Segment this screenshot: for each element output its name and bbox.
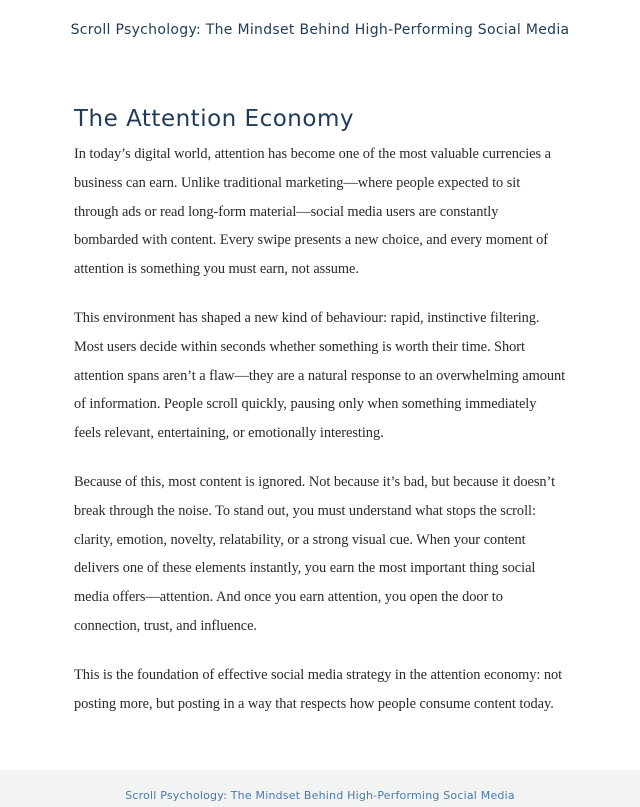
- body-paragraph: This is the foundation of effective social media strategy in the attention economy: not posting more, but posting in a way that respects how people consume content today.: [74, 666, 563, 712]
- running-footer: Scroll Psychology: The Mindset Behind High-Performing Social Media: [125, 789, 515, 802]
- running-header: Scroll Psychology: The Mindset Behind High-Performing Social Media: [70, 22, 570, 38]
- body-paragraph: Because of this, most content is ignored. Not because it’s bad, but because it doesn’t break through the noise. To stand out, you must understand what stops the scroll: clarity, emotion, novelty, relatability, or a strong visual cue. When your content delivers one of these elements instantly, you earn the most important thing social media offers—attention. And once you earn attention, you open the door to connection, trust, and influence.: [74, 473, 556, 634]
- body-paragraph: In today’s digital world, attention has become one of the most valuable currencies a business can earn. Unlike traditional marketing—where people expected to sit through ads or read long-form material—social media users are constantly bombarded with content. Every swipe presents a new choice, and every moment of attention is something you must earn, not assume.: [74, 146, 551, 278]
- chapter-title: The Attention Economy: [74, 106, 354, 132]
- chapter-body: [74, 104, 566, 738]
- page-footer: [0, 770, 640, 807]
- body-paragraph: This environment has shaped a new kind of behaviour: rapid, instinctive filtering. Most users decide within seconds whether something is worth their time. Short attention spans aren’t a flaw—they are a natural response to an overwhelming amount of information. People scroll quickly, pausing only when something immediately feels relevant, entertaining, or emotionally interesting.: [74, 309, 566, 442]
